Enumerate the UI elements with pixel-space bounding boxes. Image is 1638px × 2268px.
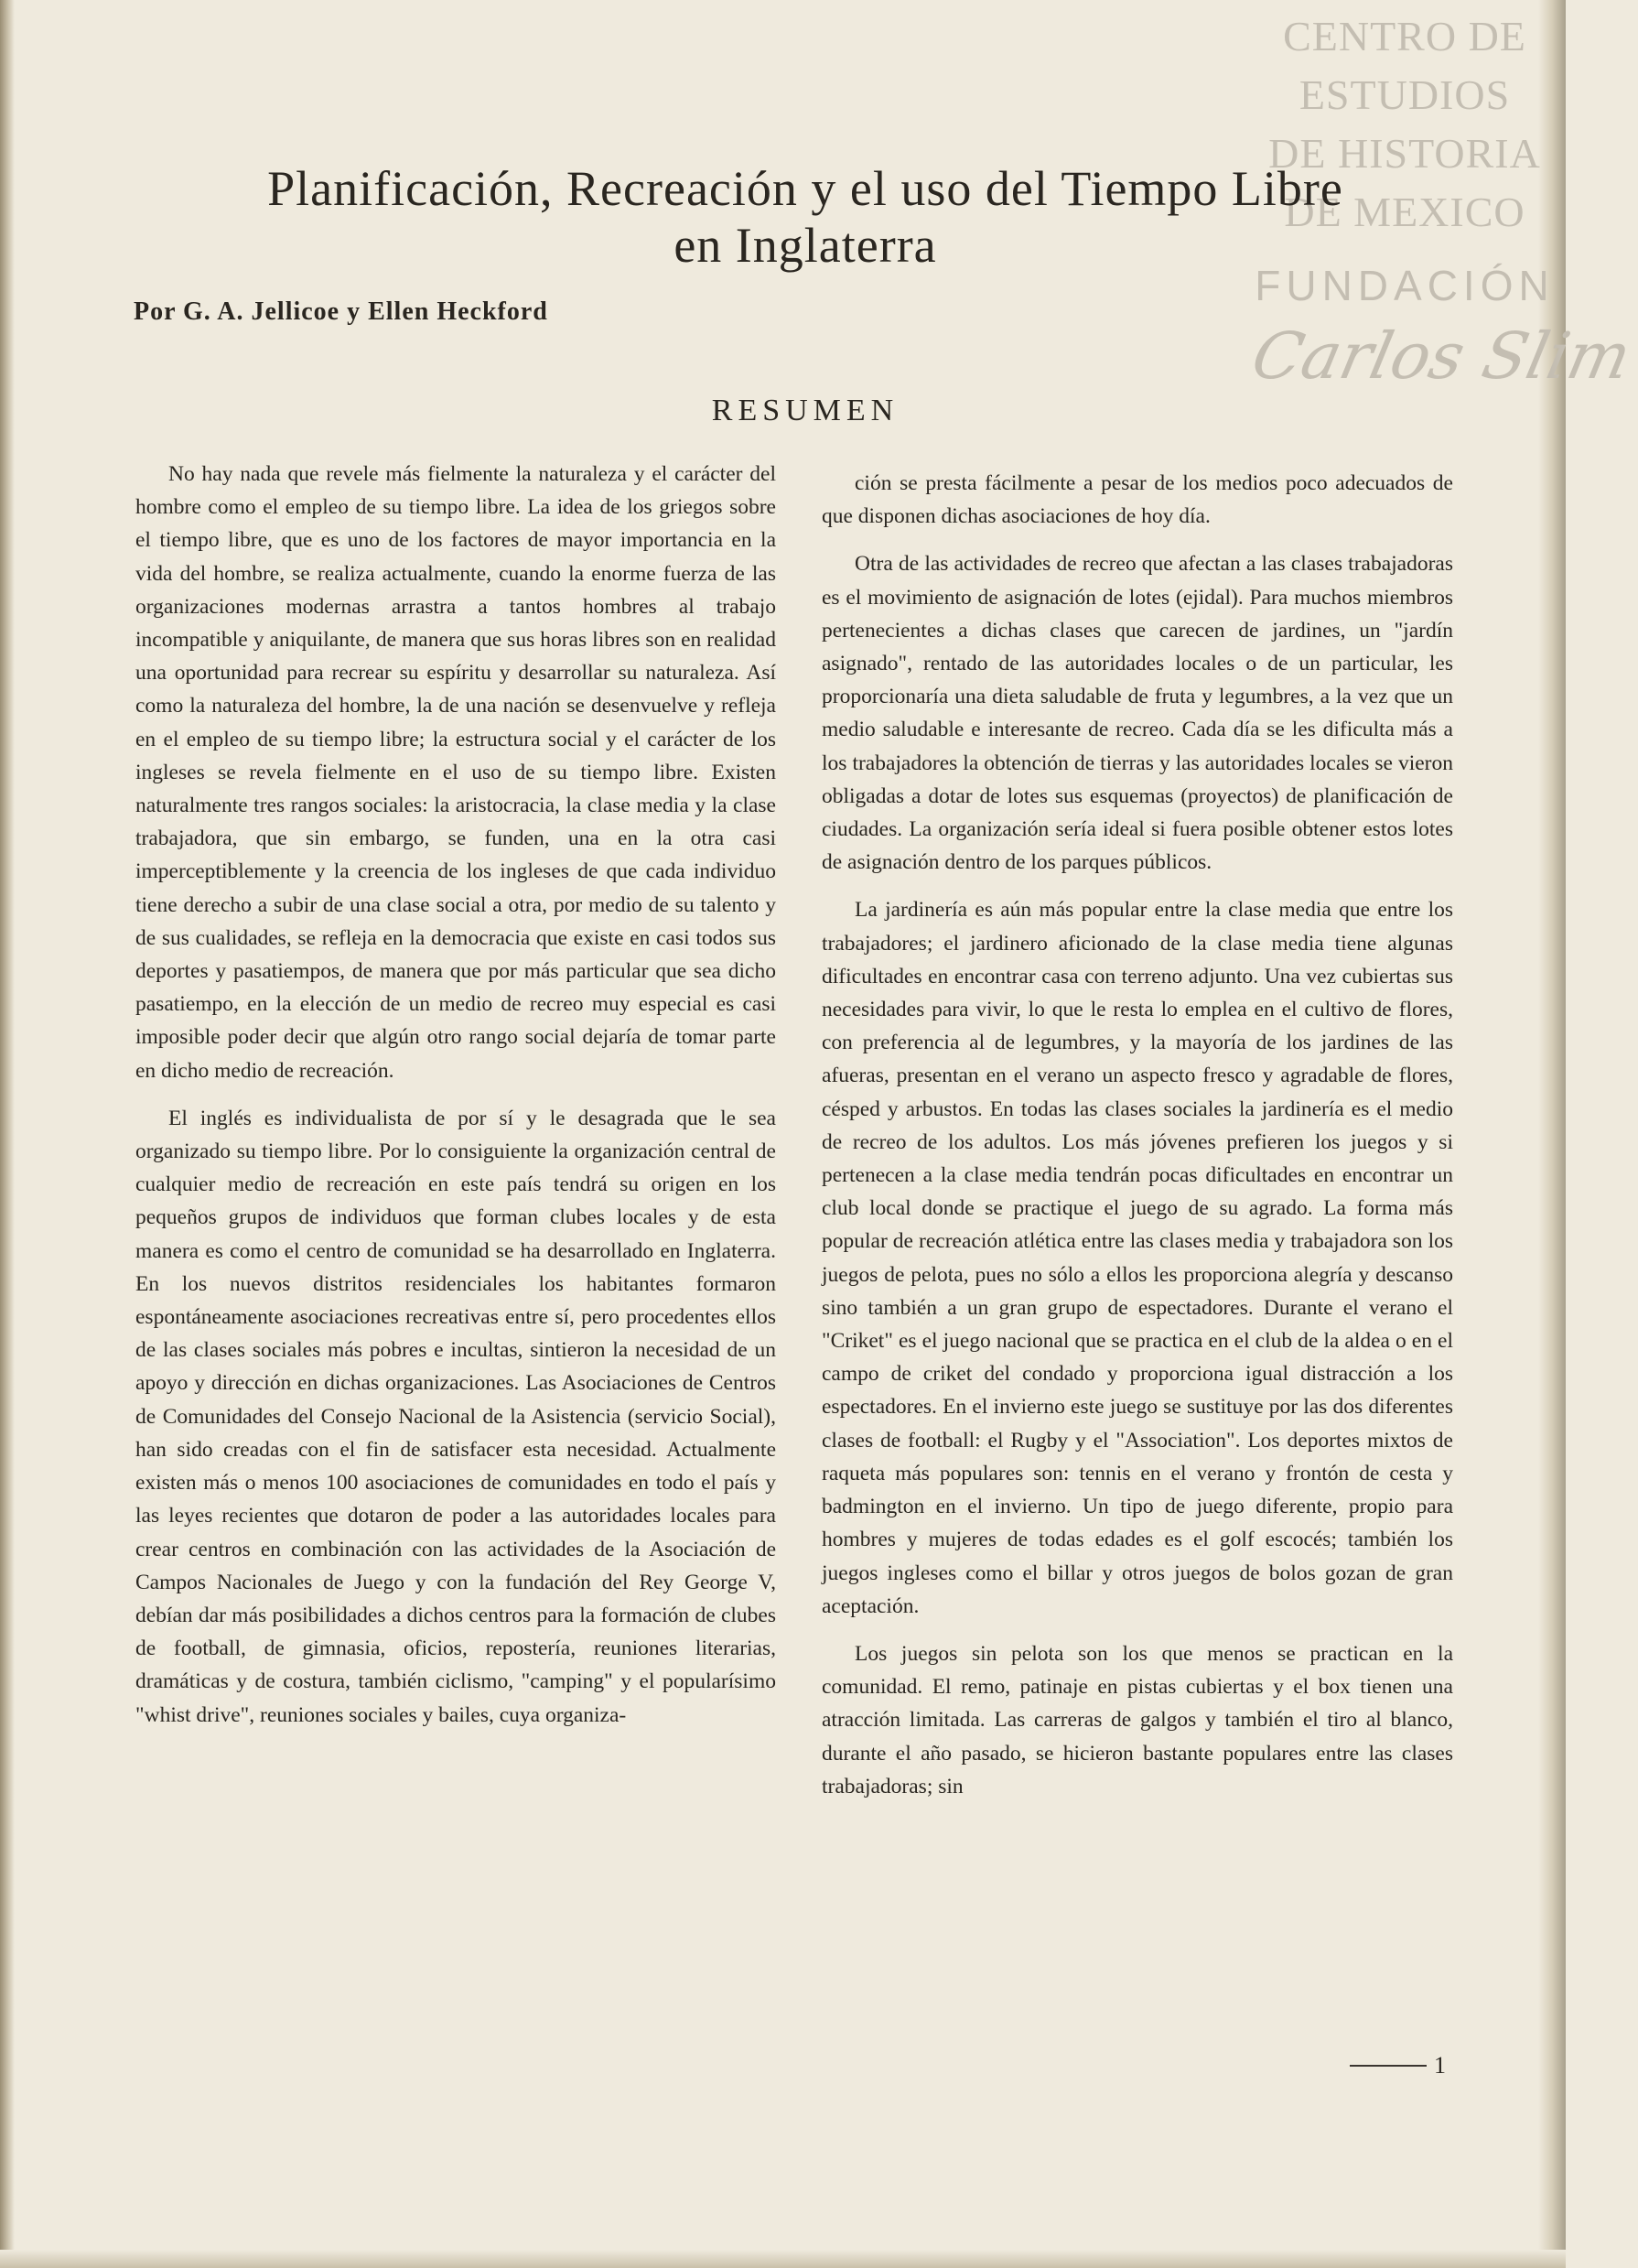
paragraph: La jardinería es aún más popular entre la clase media que entre los trabajadores; el jardinero aficionado de la clase media tiene algunas dificultades en encontrar casa con terreno adjunto. Una vez cubiertas sus necesidades para vivir, lo que le resta lo emplea en el cultivo de flores, con preferencia al de legumbres, y la mayoría de los jardines de las afueras, presentan en el verano un aspecto fresco y agradable de flores, césped y arbustos. En todas las clases sociales la jardinería es el medio de recreo de los adultos. Los más jóvenes prefieren los juegos y si pertenecen a la clase media tendrán pocas dificultades en encontrar un club local donde se practique el juego de su agrado. La forma más popular de recreación atlética entre las clases media y trabajadora son los juegos de pelota, pues no sólo a ellos les proporciona alegría y descanso sino también a un gran grupo de espectadores. Durante el verano el "Criket" es el juego nacional que se practica en el club de la aldea o en el campo de criket del condado y proporciona igual distracción a los espectadores. En el invierno este juego se sustituye por las dos diferentes clases de football: el Rugby y el "Association". Los deportes mixtos de raqueta más populares son: tennis en el verano y frontón de cesta y badmington en el invierno. Un tipo de juego diferente, propio para hombres y mujeres de todas edades es el golf escocés; también los juegos ingleses como el billar y otros juegos de bolos gozan de gran aceptación.: [822, 898, 1453, 1618]
paragraph: El inglés es individualista de por sí y le desagrada que le sea organizado su tiempo libre. Por lo consiguiente la organización central de cualquier medio de recreación en este país tendrá su origen en los pequeños grupos de individuos que forman clubes locales y de esta manera es como el centro de comunidad se ha desarrollado en Inglaterra. En los nuevos distritos residenciales los habitantes formaron espontáneamente asociaciones recreativas entre sí, pero procedentes ellos de las clases sociales más pobres e incultas, sintieron la necesidad de un apoyo y dirección en dichas organizaciones. Las Asociaciones de Centros de Comunidades del Consejo Nacional de la Asistencia (servicio Social), han sido creadas con el fin de satisfacer esta necesidad. Actualmente existen más o menos 100 asociaciones de comunidades en todo el país y las leyes recientes que dotaron de poder a las autoridades locales para crear centros en combinación con las actividades de la Asociación de Campos Nacionales de Juego y con la fundación del Rey George V, debían dar más posibilidades a dichos centros para la formación de clubes de football, de gimnasia, oficios, repostería, reuniones literarias, dramáticas y de costura, también ciclismo, "camping" y el popularísimo "whist drive", reuniones sociales y bailes, cuya organiza-: [135, 1106, 776, 1727]
section-heading: RESUMEN: [711, 394, 900, 427]
watermark-signature: Carlos Slim: [1245, 319, 1638, 394]
paragraph: Otra de las actividades de recreo que afectan a las clases trabajadoras es el movimiento de asignación de lotes (ejidal). Para muchos miembros pertenecientes a dichas clases que carecen de jardines, un "jardín asignado", rentado de las autoridades locales o de un particular, les proporcionaría una dieta saludable de fruta y legumbres, a la vez que un medio saludable e interesante de recreo. Cada día se les dificulta más a los trabajadores la obtención de tierras y las autoridades locales se vieron obligadas a dotar de lotes sus esquemas (proyectos) de planificación de ciudades. La organización sería ideal si fuera posible obtener estos lotes de asignación dentro de los parques públicos.: [822, 552, 1453, 875]
title-line-2: en Inglaterra: [674, 218, 937, 273]
page-edge-bottom: [0, 2250, 1566, 2268]
article-title: [137, 160, 1473, 274]
paragraph: Los juegos sin pelota son los que menos se practican en la comunidad. El remo, patinaje en pistas cubiertas y el box tienen una atracción limitada. Las carreras de galgos y también el tiro al blanco, durante el año pasado, se hicieron bastante populares entre las clases trabajadoras; sin: [822, 1641, 1453, 1798]
watermark-line: DE MEXICO: [1284, 189, 1525, 235]
page-edge-left: [0, 0, 15, 2268]
watermark-foundation: FUNDACIÓN: [1255, 262, 1555, 309]
paragraph: No hay nada que revele más fielmente la naturaleza y el carácter del hombre como el empleo de su tiempo libre. La idea de los griegos sobre el tiempo libre, que es uno de los factores de mayor importancia en la vida del hombre, se realiza actualmente, cuando la enorme fuerza de las organizaciones modernas arrastra a tantos hombres al trabajo incompatible y aniquilante, de manera que sus horas libres son en realidad una oportunidad para recrear su espíritu y desarrollar su naturaleza. Así como la naturaleza del hombre, la de una nación se desenvuelve y refleja en el empleo de su tiempo libre; la estructura social y el carácter de los ingleses se revela fielmente en el uso de su tiempo libre. Existen naturalmente tres rangos sociales: la aristocracia, la clase media y la clase trabajadora, que sin embargo, se funden, una en la otra casi imperceptiblemente y la creencia de los ingleses de que cada individuo tiene derecho a subir de una clase social a otra, por medio de su talento y de sus cualidades, se refleja en la democracia que existe en casi todos sus deportes y pasatiempos, de manera que por más particular que sea dicho pasatiempo, en la elección de un medio de recreo muy especial es casi imposible poder decir que algún otro rango social dejaría de tomar parte en dicho medio de recreación.: [135, 462, 776, 1083]
right-column: [822, 467, 1453, 1803]
watermark-line: DE HISTORIA: [1268, 130, 1541, 177]
watermark-line: ESTUDIOS: [1299, 71, 1511, 118]
watermark-line: CENTRO DE: [1283, 13, 1526, 59]
page-number-rule: [1350, 2065, 1427, 2067]
left-column: [135, 458, 776, 1732]
title-line-1: Planificación, Recreación y el uso del Tiempo Libre: [267, 161, 1343, 216]
page-number-text: 1: [1434, 2052, 1446, 2079]
article-byline: Por G. A. Jellicoe y Ellen Heckford: [134, 297, 548, 326]
page-number: [1345, 2052, 1446, 2079]
paragraph: ción se presta fácilmente a pesar de los medios poco adecuados de que disponen dichas asociaciones de hoy día.: [822, 471, 1453, 529]
